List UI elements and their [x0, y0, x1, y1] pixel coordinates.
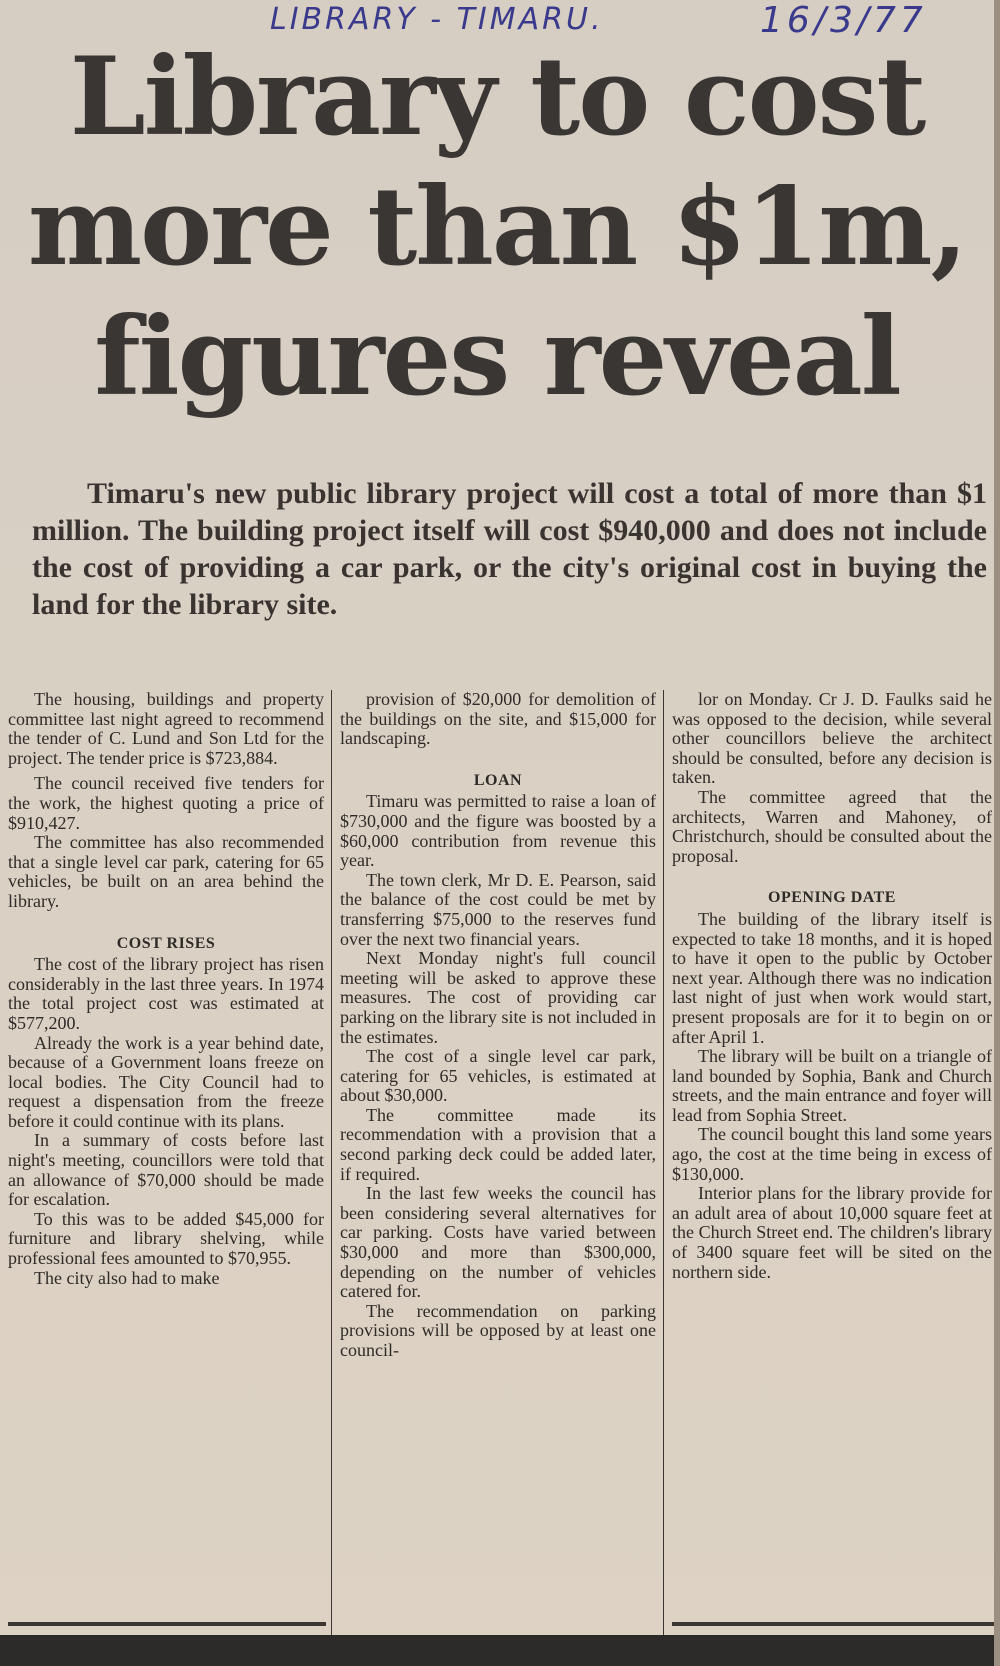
column-rule	[331, 690, 332, 1666]
paragraph: The cost of a single level car park, catering for 65 vehicles, is estimated at about $30,000.	[340, 1046, 656, 1106]
paragraph: In the last few weeks the council has been considering several alternatives for car parking. Costs have varied between $30,000 and more than $300,000, depending on the number of vehicles catered for.	[340, 1183, 656, 1302]
article-column-1	[8, 690, 324, 1288]
paragraph: The committee agreed that the architects, Warren and Mahoney, of Christchurch, should be consulted about the proposal.	[672, 786, 992, 866]
handwritten-note: LIBRARY - TIMARU.	[270, 2, 604, 37]
paragraph: The council bought this land some years ago, the cost at the time being in excess of $130,000.	[672, 1124, 992, 1184]
handwritten-date: 16/3/77	[760, 0, 927, 41]
paragraph: Next Monday night's full council meeting will be asked to approve these measures. The cost of providing car parking on the library site is not included in the estimates.	[340, 948, 656, 1047]
subheading: COST RISES	[116, 934, 216, 952]
paragraph: lor on Monday. Cr J. D. Faulks said he was opposed to the decision, while several other councillors believe the architect should be consulted, before any decision is taken.	[672, 689, 992, 788]
paragraph: The committee has also recommended that a single level car park, catering for 65 vehicles, be built on an area behind the library.	[8, 832, 324, 911]
headline-line: more than $1m,	[27, 164, 967, 290]
subheading: LOAN	[473, 771, 523, 789]
paragraph: provision of $20,000 for demolition of the buildings on the site, and $15,000 for landscaping.	[340, 689, 656, 749]
paragraph: Interior plans for the library provide for an adult area of about 10,000 square feet at the Church Street end. The children's library of 3400 square feet will be sited on the northern side.	[672, 1183, 992, 1282]
paragraph: To this was to be added $45,000 for furniture and library shelving, while professional fees amounted to $70,955.	[8, 1208, 324, 1269]
subheading: OPENING DATE	[768, 889, 896, 907]
paragraph: The cost of the library project has risen considerably in the last three years. In 1974 the total project cost was estimated at $577,200.	[8, 954, 324, 1033]
clipping-edge	[994, 0, 1000, 1666]
paragraph: The town clerk, Mr D. E. Pearson, said the balance of the cost could be met by transferring $75,000 to the reserves fund over the next two financial years.	[340, 869, 656, 949]
scan-background	[0, 1635, 994, 1666]
article-column-2	[340, 690, 656, 1361]
paragraph: The council received five tenders for the work, the highest quoting a price of $910,427.	[8, 773, 324, 833]
column-rule	[663, 690, 664, 1666]
paragraph: The recommendation on parking provisions will be opposed by at least one council-	[340, 1300, 656, 1360]
lead-paragraph: Timaru's new public library project will cost a total of more than $1 million. The building project itself will cost $940,000 and does not include the cost of providing a car park, or the city's original cost in buying the land for the library site.	[32, 477, 987, 621]
paragraph: Timaru was permitted to raise a loan of $730,000 and the figure was boosted by a $60,000 contribution from revenue this year.	[340, 791, 656, 871]
bottom-rule	[8, 1622, 326, 1626]
paragraph: The committee made its recommendation with a provision that a second parking deck could be added later, if required.	[340, 1104, 656, 1184]
headline	[0, 32, 994, 422]
headline-line: Library to cost	[69, 34, 925, 160]
headline-line: figures reveal	[94, 294, 900, 420]
paragraph: The library will be built on a triangle of land bounded by Sophia, Bank and Church streets, and the main entrance and foyer will lead from Sophia Street.	[672, 1046, 992, 1125]
paragraph: In a summary of costs before last night's meeting, councillors were told that an allowance of $70,000 should be made for escalation.	[8, 1130, 324, 1210]
paragraph: The building of the library itself is expected to take 18 months, and it is hoped to have it open to the public by October next year. Although there was no indication last night of just when work would start, present proposals are for it to begin on or after April 1.	[672, 908, 992, 1047]
paragraph: The housing, buildings and property committee last night agreed to recommend the tender of C. Lund and Son Ltd for the project. The tender price is $723,884.	[8, 689, 324, 768]
paragraph: The city also had to make	[34, 1267, 220, 1288]
bottom-rule	[672, 1622, 994, 1626]
paragraph: Already the work is a year behind date, because of a Government loans freeze on local bodies. The City Council had to request a dispensation from the freeze before it could continue with its plans.	[8, 1032, 324, 1131]
article-column-3	[672, 690, 992, 1282]
